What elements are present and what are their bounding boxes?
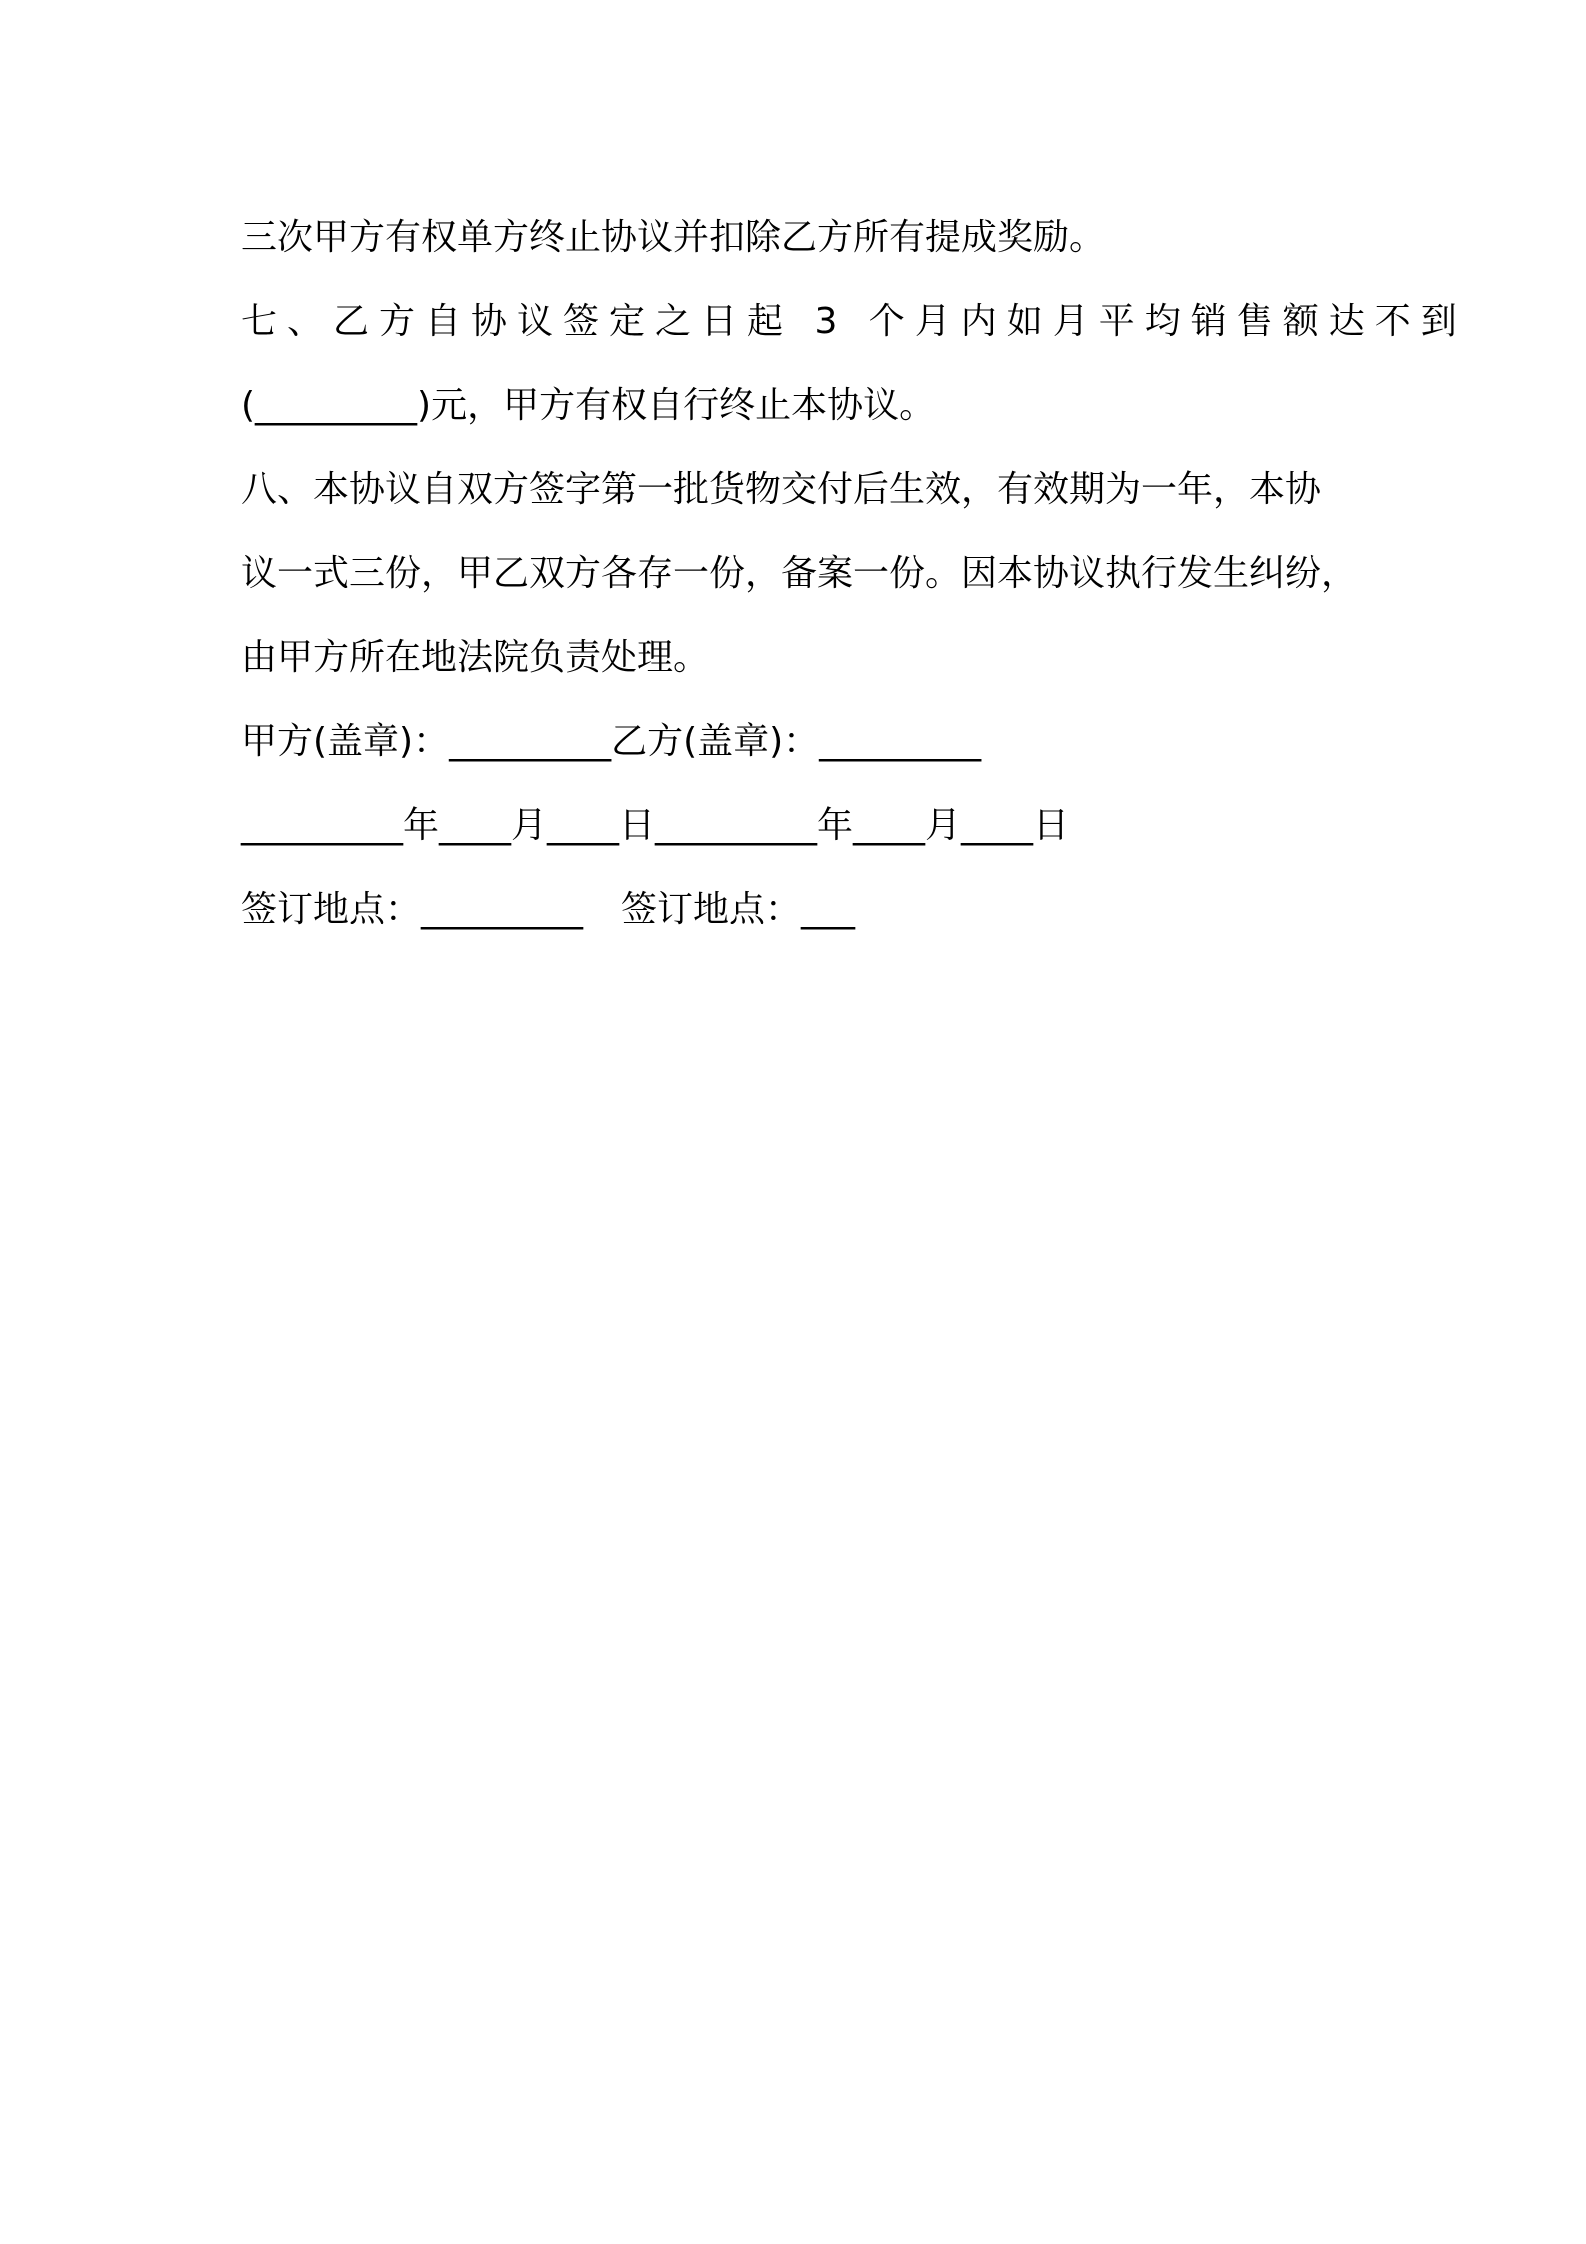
signing-place-line [241,868,1361,952]
signing-place-party-a: 签订地点：_________ [241,889,584,930]
paragraph-7-line-2: (_________)元，甲方有权自行终止本协议。 [241,385,936,426]
signing-place-party-b: 签订地点：___ [621,889,856,930]
paragraph-8-line-2: 议一式三份，甲乙双方各存一份，备案一份。因本协议执行发生纠纷， [241,553,1358,594]
seal-line: 甲方(盖章)：_________乙方(盖章)：_________ [241,721,982,762]
paragraph-8-line-3: 由甲方所在地法院负责处理。 [241,637,710,678]
date-line: _________年____月____日_________年____月____日 [241,805,1069,846]
paragraph-8-line-1: 八、本协议自双方签字第一批货物交付后生效，有效期为一年，本协 [241,469,1322,510]
paragraph-6-ending-line: 三次甲方有权单方终止协议并扣除乙方所有提成奖励。 [241,217,1106,258]
paragraph-7-line-1: 七、乙方自协议签定之日起 3 个月内如月平均销售额达不到 [241,301,1467,342]
contract-body [241,196,1467,952]
